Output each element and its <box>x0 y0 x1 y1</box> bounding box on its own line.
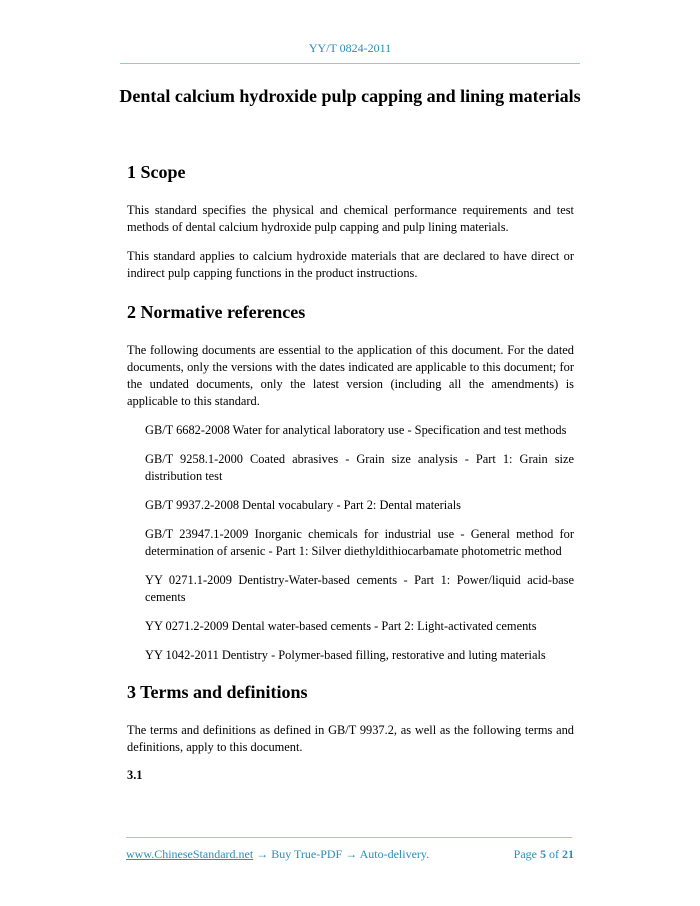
normative-intro-paragraph: The following documents are essential to the application of this document. For the dated documents, only the versions with the dates indicated are applicable to this document; for the undated documents, only the latest version (including all the amendments) is applicable to this standard. <box>127 343 574 408</box>
page-indicator <box>514 847 574 862</box>
reference-item: GB/T 9937.2-2008 Dental vocabulary - Part 2: Dental materials <box>145 498 461 512</box>
arrow-right-icon: → <box>342 847 360 861</box>
reference-item: YY 0271.1-2009 Dentistry-Water-based cements - Part 1: Power/liquid acid-base cements <box>145 573 574 604</box>
buy-pdf-link[interactable]: Buy True-PDF <box>271 847 343 861</box>
auto-delivery-text: Auto-delivery. <box>359 847 430 861</box>
document-title: Dental calcium hydroxide pulp capping and lining materials <box>119 86 581 106</box>
scope-paragraph-2: This standard applies to calcium hydroxide materials that are declared to have direct or indirect pulp capping functions in the product instructions. <box>127 249 574 280</box>
terms-intro-paragraph: The terms and definitions as defined in GB/T 9937.2, as well as the following terms and definitions, apply to this document. <box>127 723 574 754</box>
header-divider <box>120 63 580 64</box>
reference-item: GB/T 23947.1-2009 Inorganic chemicals for industrial use - General method for determination of arsenic - Part 1: Silver diethyldithiocarbamate photometric method <box>145 527 574 558</box>
section-heading-scope: 1 Scope <box>127 162 186 182</box>
reference-item: GB/T 6682-2008 Water for analytical laboratory use - Specification and test methods <box>145 423 567 437</box>
of-label: of <box>549 847 559 861</box>
total-pages: 21 <box>562 847 574 861</box>
page-label: Page <box>513 847 537 861</box>
reference-item: YY 1042-2011 Dentistry - Polymer-based filling, restorative and luting materials <box>145 648 546 662</box>
reference-item: YY 0271.2-2009 Dental water-based cements - Part 2: Light-activated cements <box>145 619 537 633</box>
scope-paragraph-1: This standard specifies the physical and chemical performance requirements and test methods of dental calcium hydroxide pulp capping and pulp lining materials. <box>127 203 574 234</box>
footer-links <box>126 847 429 862</box>
document-body <box>127 160 574 783</box>
subclause-number: 3.1 <box>127 768 143 782</box>
website-link[interactable]: www.ChineseStandard.net <box>126 847 254 861</box>
reference-list <box>127 422 574 664</box>
section-heading-terms-and-definitions: 3 Terms and definitions <box>127 682 308 702</box>
current-page-number: 5 <box>540 847 546 861</box>
footer-divider <box>126 837 572 838</box>
arrow-right-icon: → <box>253 847 272 861</box>
reference-item: GB/T 9258.1-2000 Coated abrasives - Grain size analysis - Part 1: Grain size distribution test <box>145 452 574 483</box>
standard-code-header: YY/T 0824-2011 <box>308 41 392 55</box>
section-heading-normative-references: 2 Normative references <box>127 302 306 322</box>
